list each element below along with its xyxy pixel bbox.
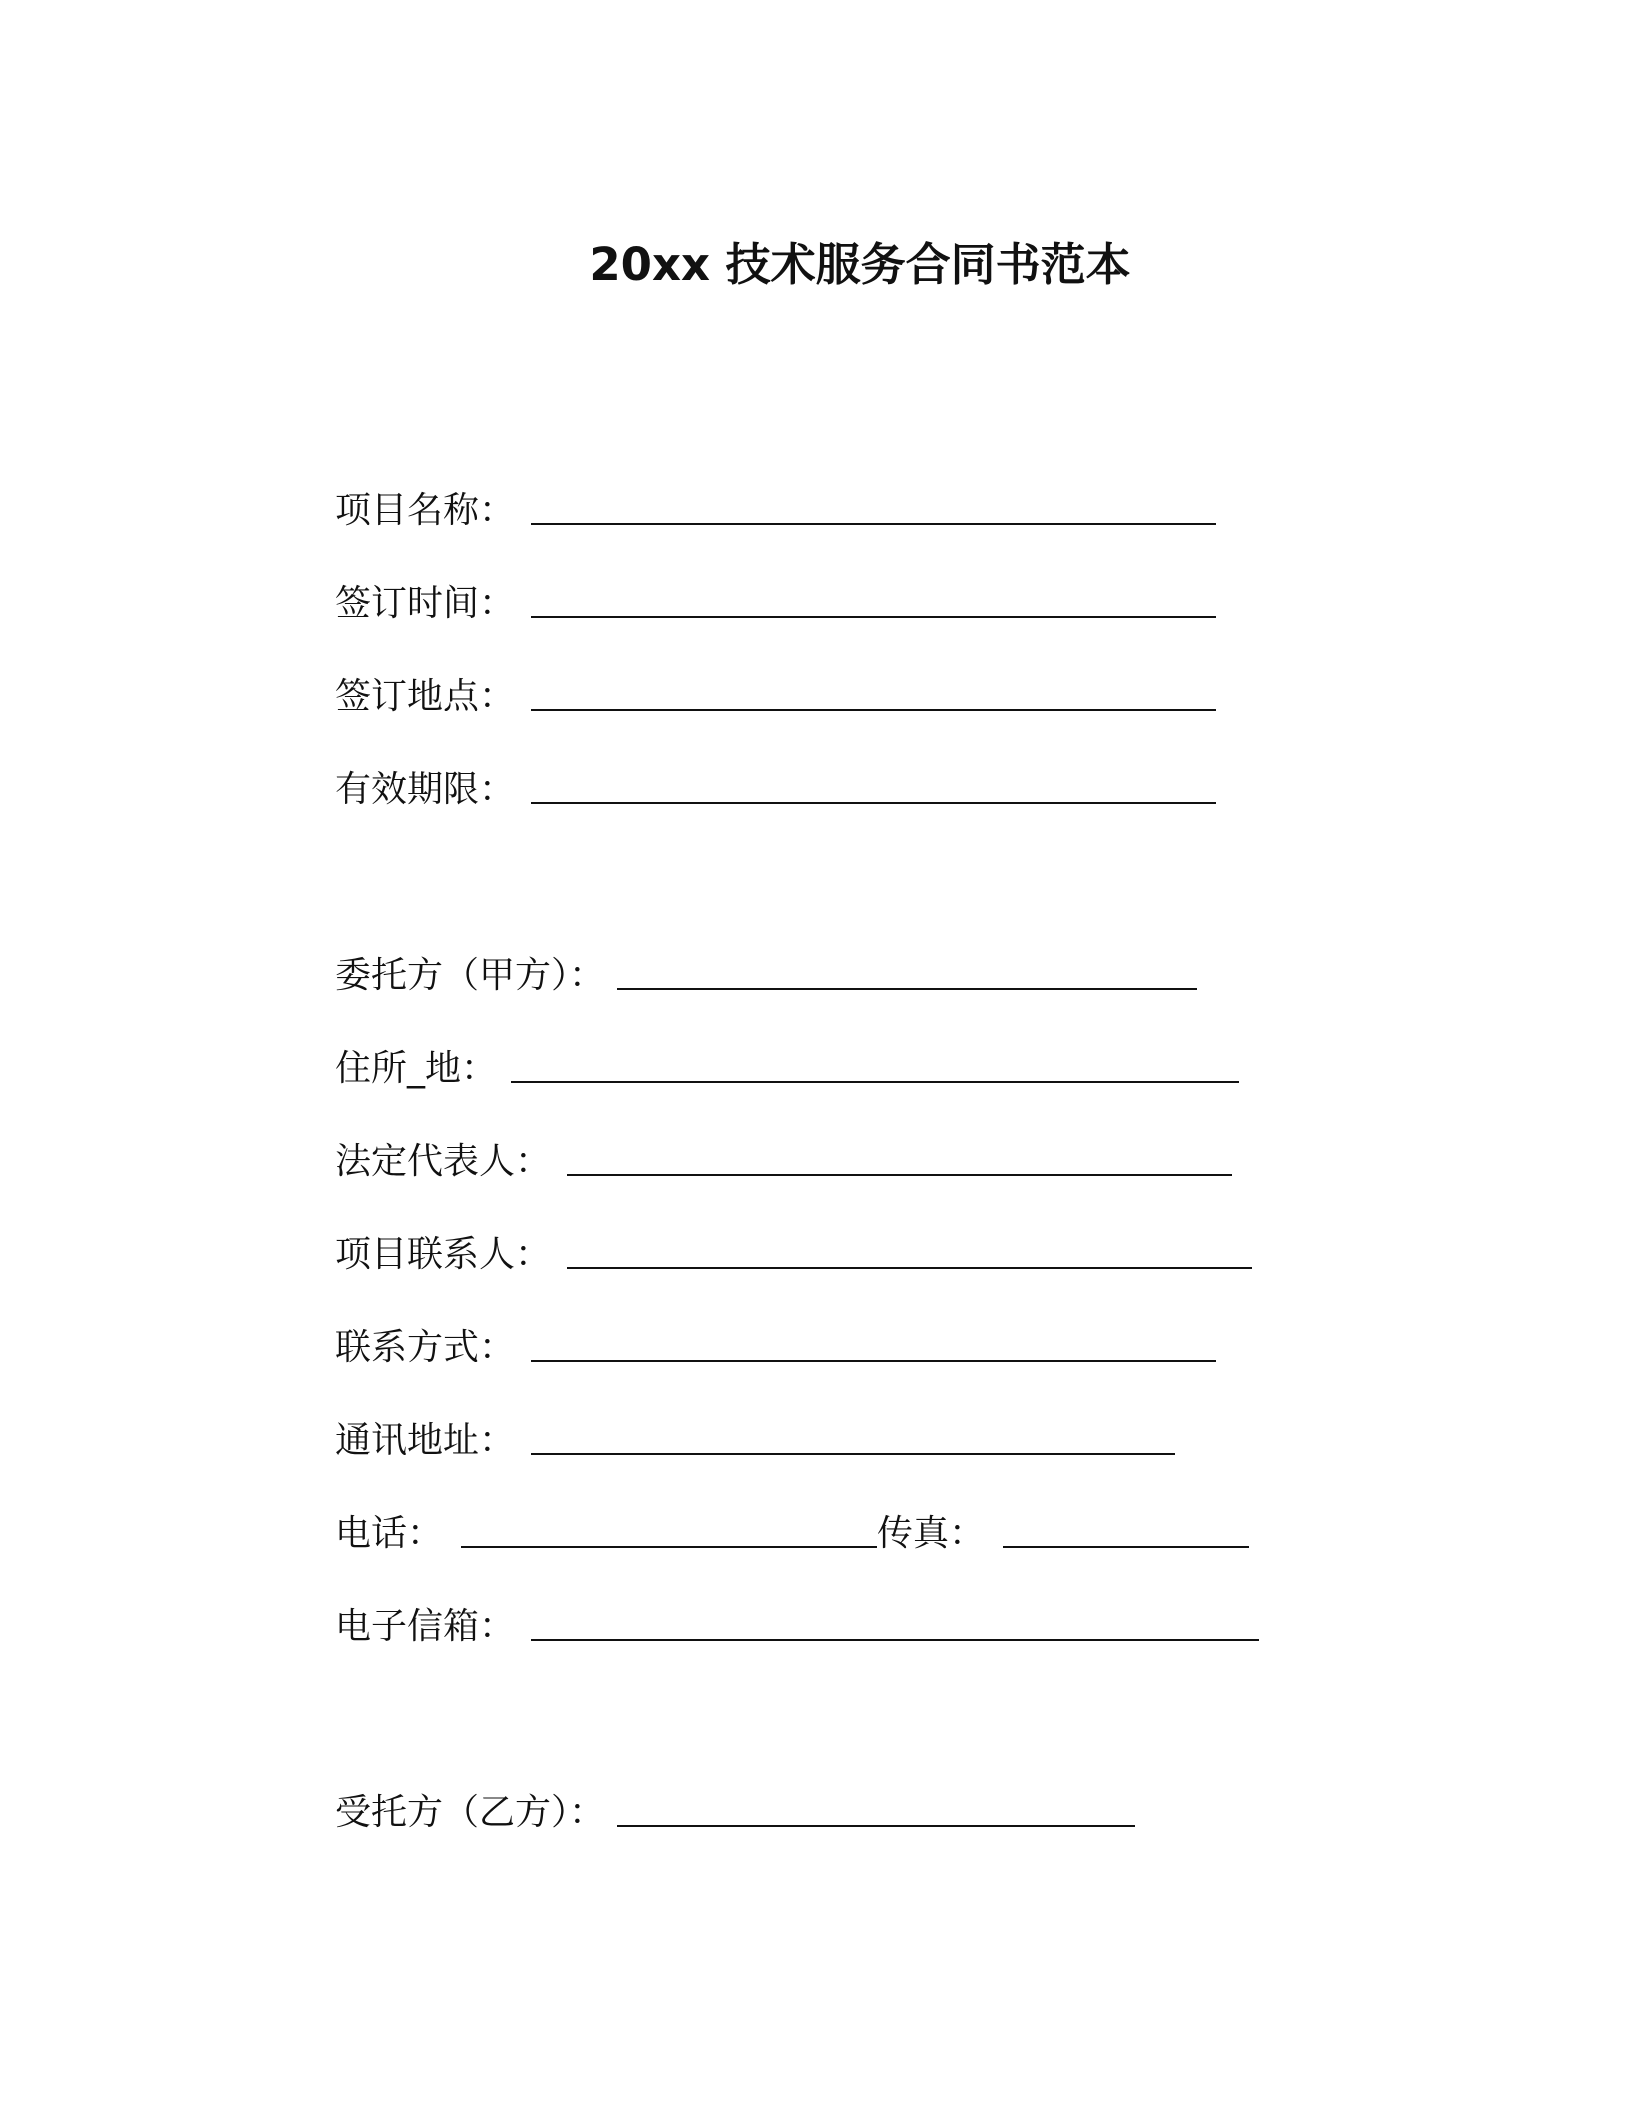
party-a-address-line bbox=[335, 1041, 1239, 1091]
party-a-heading-line bbox=[335, 948, 1197, 998]
party-a-fax-blank[interactable] bbox=[1003, 1546, 1249, 1548]
sign-place-line bbox=[335, 669, 1216, 719]
party-b-heading-label: 受托方（乙方）： bbox=[335, 1792, 606, 1833]
party-a-legal-rep-line bbox=[335, 1134, 1232, 1184]
party-a-contact-method-blank[interactable] bbox=[531, 1360, 1216, 1362]
party-a-email-label: 电子信箱： bbox=[335, 1606, 516, 1647]
validity-label: 有效期限： bbox=[335, 769, 516, 810]
party-a-heading-label: 委托方（甲方）： bbox=[335, 955, 606, 996]
party-a-legal-rep-blank[interactable] bbox=[567, 1174, 1232, 1176]
party-a-phone-fax-line bbox=[335, 1506, 1249, 1556]
party-b-heading-line bbox=[335, 1785, 1135, 1835]
sign-time-label: 签订时间： bbox=[335, 583, 516, 624]
project-name-line bbox=[335, 483, 1216, 533]
party-a-mail-address-label: 通讯地址： bbox=[335, 1420, 516, 1461]
party-a-phone-label: 电话： bbox=[335, 1513, 444, 1554]
party-a-email-line bbox=[335, 1599, 1259, 1649]
validity-line bbox=[335, 762, 1216, 812]
party-a-contact-person-blank[interactable] bbox=[567, 1267, 1252, 1269]
party-a-legal-rep-label: 法定代表人： bbox=[335, 1141, 552, 1182]
party-a-name-blank[interactable] bbox=[617, 988, 1197, 990]
party-a-contact-person-label: 项目联系人： bbox=[335, 1234, 552, 1275]
party-a-mail-address-line bbox=[335, 1413, 1175, 1463]
party-a-address-label: 住所_地： bbox=[335, 1048, 498, 1089]
party-b-name-blank[interactable] bbox=[617, 1825, 1135, 1827]
sign-time-line bbox=[335, 576, 1216, 626]
validity-blank[interactable] bbox=[531, 802, 1216, 804]
party-a-contact-person-line bbox=[335, 1227, 1252, 1277]
party-a-phone-blank[interactable] bbox=[461, 1546, 877, 1548]
project-name-blank[interactable] bbox=[531, 523, 1216, 525]
document-title: 20xx 技术服务合同书范本 bbox=[589, 238, 1131, 291]
project-name-label: 项目名称： bbox=[335, 490, 516, 531]
party-a-contact-method-line bbox=[335, 1320, 1216, 1370]
sign-place-label: 签订地点： bbox=[335, 676, 516, 717]
party-a-email-blank[interactable] bbox=[531, 1639, 1259, 1641]
party-a-fax-label: 传真： bbox=[877, 1513, 986, 1554]
sign-place-blank[interactable] bbox=[531, 709, 1216, 711]
party-a-address-blank[interactable] bbox=[511, 1081, 1239, 1083]
party-a-contact-method-label: 联系方式： bbox=[335, 1327, 516, 1368]
sign-time-blank[interactable] bbox=[531, 616, 1216, 618]
party-a-mail-address-blank[interactable] bbox=[531, 1453, 1175, 1455]
